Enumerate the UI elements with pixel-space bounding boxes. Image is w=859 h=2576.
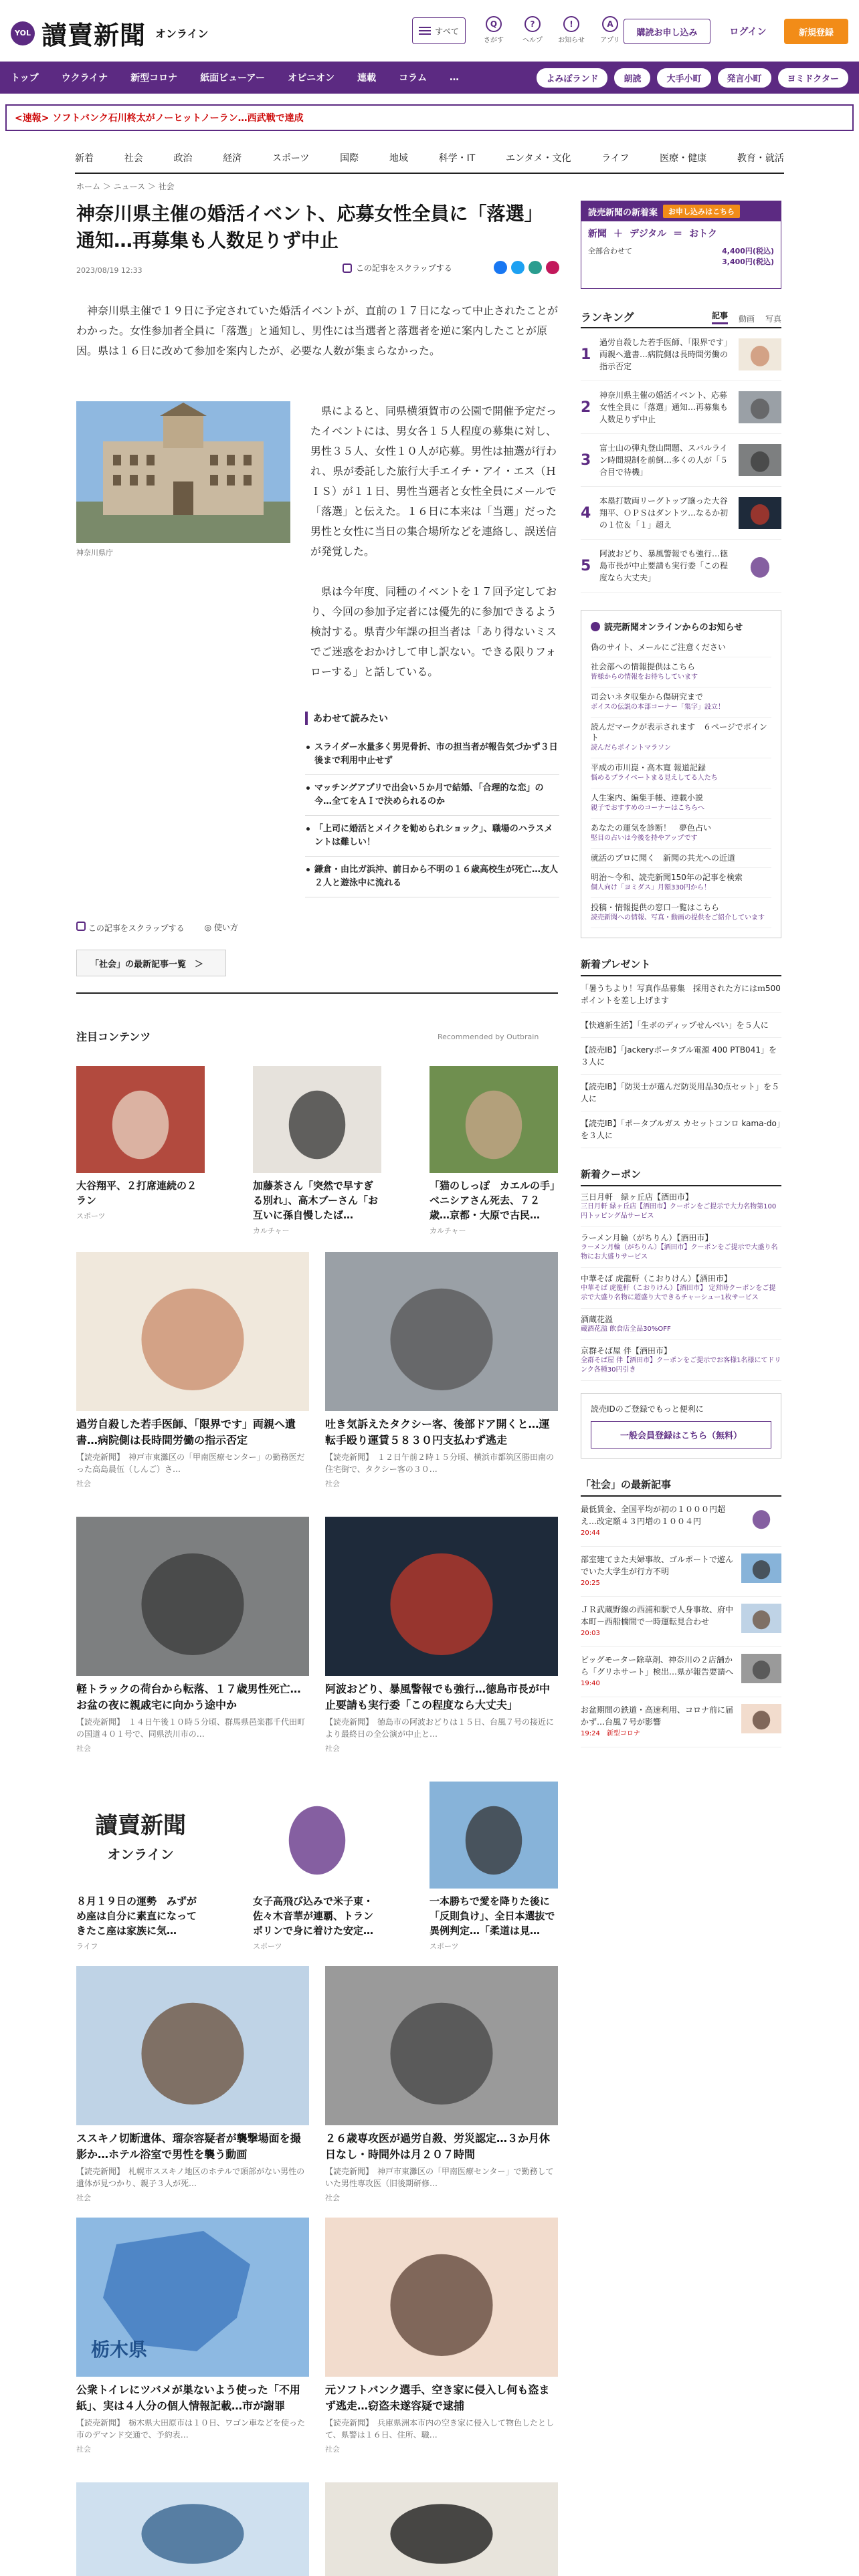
category-link[interactable]: 経済 [223, 153, 242, 164]
scrap-button[interactable] [343, 262, 452, 274]
card-category: スポーツ [253, 1942, 282, 1951]
content-card[interactable] [325, 1252, 558, 1489]
latest-item[interactable] [581, 1647, 781, 1697]
notice-box [581, 610, 781, 938]
content-card[interactable] [253, 1782, 381, 1951]
breadcrumb: ホーム ＞ ニュース ＞ 社会 [76, 182, 175, 191]
ranking-item[interactable] [581, 328, 781, 381]
register-free-button[interactable]: 一般会員登録はこちら（無料） [591, 1421, 771, 1448]
help-icon: ? [524, 16, 541, 32]
card-thumbnail[interactable] [325, 2482, 558, 2576]
ad-word: 新聞 [588, 229, 607, 239]
coupon-heading: 新着クーポン [581, 1167, 781, 1186]
content-card[interactable] [76, 2218, 309, 2454]
icon-label: アプリ [600, 37, 620, 44]
body-paragraph: 県によると、同県横須賀市の公園で開催予定だったイベントには、男女各１５人程度の募集に対し、男性３５人、女性１０人が応募。男性は抽選が行われ、県が委託した旅行大手エイチ・アイ・エス（ＨＩＳ）が１１日、男性当選者と女性全員にメールで「落選」と伝えた。１６日に本来は「当選」だった男性と女性に当日の集合場所などを連絡し、誤送信が発覚した。 [310, 405, 557, 558]
rank-title: 過労自殺した若手医師、「限界です」両親へ遺書…病院側は長時間労働の指示否定 [599, 338, 733, 371]
card-category: カルチャー [430, 1226, 466, 1235]
latest-item[interactable] [581, 1547, 781, 1597]
card-thumbnail[interactable] [325, 1252, 558, 1411]
menu-label: すべて [435, 26, 459, 36]
category-link[interactable]: スポーツ [272, 153, 310, 164]
app-button[interactable] [595, 16, 625, 44]
article-date: 2023/08/19 12:33 [76, 266, 142, 275]
content-card[interactable] [253, 1066, 381, 1236]
content-card[interactable] [76, 1517, 309, 1753]
notice-sub: 読んだらポイントマラソン [591, 744, 671, 752]
icon-label: お知らせ [558, 37, 585, 44]
notice-title: 平成の市川崑・高木寛 報道記録 [591, 763, 706, 772]
ranking-item[interactable] [581, 487, 781, 540]
latest-thumbnail [741, 1503, 781, 1533]
card-category: 社会 [76, 1744, 91, 1753]
notice-title: 就活のプロに聞く 新聞の共尤への近道 [591, 853, 736, 863]
latest-item[interactable] [581, 1497, 781, 1547]
related-link[interactable]: 鎌倉・由比ガ浜沖、前日から不明の１６歳高校生が死亡…友人２人と遊泳中に流れる [305, 857, 559, 897]
featured-heading: 注目コンテンツ [76, 1031, 151, 1043]
coupon-title: 三日月軒 緑ヶ丘店【酒田市】 [581, 1192, 694, 1202]
scrap-icon [343, 263, 352, 273]
article-photo[interactable] [76, 401, 290, 543]
category-link[interactable]: エンタメ・文化 [506, 153, 571, 164]
notice-item[interactable] [591, 868, 771, 898]
rank-thumbnail [739, 338, 781, 370]
ad-price: 3,400円(税込) [722, 257, 774, 266]
notice-item[interactable] [591, 819, 771, 849]
search-button[interactable] [479, 16, 508, 44]
content-card[interactable] [76, 1252, 309, 1489]
ranking-item[interactable] [581, 434, 781, 487]
latest-title [581, 1604, 736, 1640]
card-category: 社会 [76, 2193, 91, 2202]
notice-item[interactable] [591, 849, 771, 868]
latest-text: 部室建てまた夫婦事故、ゴルポートで遊んでいた大学生が行方不明 [581, 1555, 734, 1576]
yol-promo-card[interactable] [76, 1782, 205, 1951]
latest-item[interactable] [581, 1697, 781, 1747]
register-button[interactable]: 新規登録 [784, 19, 848, 44]
ranking-title: ランキング [581, 311, 634, 324]
card-title[interactable]: 大谷翔平、２打席連続の２ラン [76, 1180, 197, 1206]
content-card[interactable] [430, 1066, 558, 1236]
content-card[interactable] [325, 1517, 558, 1753]
tab-photos[interactable]: 写真 [765, 314, 781, 324]
ad-note: 全部合わせて [588, 247, 632, 255]
latest-time: 20:44 [581, 1529, 600, 1537]
nav-item[interactable]: コラム [399, 73, 427, 84]
card-thumbnail[interactable] [430, 1782, 558, 1889]
coupon-sub: 蔵酒花溢 飲食店全品30%OFF [581, 1325, 671, 1333]
notice-sub: 堅目の占いは今後を持やアップです [591, 835, 698, 842]
yol-promo-logo[interactable] [76, 1782, 205, 1889]
card-thumbnail[interactable] [430, 1066, 558, 1173]
latest-text: ＪＲ武蔵野線の西浦和駅で人身事故、府中本町－西船橋間で一時運転見合わせ [581, 1605, 734, 1626]
latest-thumbnail [741, 1654, 781, 1683]
card-title[interactable]: 公衆トイレにツバメが巣ないよう使った「不用紙」、実は４人分の個人情報記載…市が謝罪 [76, 2383, 300, 2412]
card-title[interactable]: 元ソフトバンク選手、空き家に侵入し何も盗まず逃走…窃盗未遂容疑で逮捕 [325, 2383, 550, 2412]
nav-pill[interactable]: ヨミドクター [778, 68, 848, 88]
latest-time: 19:24 新型コロナ [581, 1730, 640, 1737]
hamburger-icon [419, 27, 431, 35]
notice-sub: 親子でおすすめのコーナーはこちらへ [591, 804, 705, 812]
login-button[interactable]: ログイン [729, 27, 767, 37]
category-link[interactable]: 新着 [75, 153, 94, 164]
nav-item[interactable]: オピニオン [288, 73, 335, 84]
present-item[interactable]: 「暑うちより！写真作品募集 採用された方にはｍ500ポイントを差し上げます [581, 976, 781, 1013]
line-icon[interactable] [529, 261, 542, 274]
notice-title: 偽のサイト、メールにご注意ください [591, 643, 726, 652]
related-link[interactable]: マッチングアプリで出会い５か月で結婚、「合理的な恋」の今…全てをＡＩで決められるのか [305, 775, 559, 816]
latest-time: 20:03 [581, 1630, 600, 1637]
card-description: 【読売新聞】 神戸市東灘区の「甲南医療センター」の勤務医だった高島晨伍（しんご）さ… [76, 1453, 305, 1474]
card-thumbnail[interactable] [325, 1966, 558, 2125]
notice-item[interactable] [591, 687, 771, 718]
ad-price: 4,400円(税込) [722, 247, 774, 255]
card-title[interactable]: 加藤茶さん「突然で早すぎる別れ」、高木ブーさん「お互いに孫自慢したば… [253, 1180, 379, 1221]
card-thumbnail[interactable] [253, 1782, 381, 1889]
rank-title: 本塁打数両リーグトップ譲った大谷翔平、ＯＰＳはダントツ…なるか初の１位＆「１」超え [599, 496, 729, 530]
ranking-header [581, 309, 781, 328]
content-card[interactable] [325, 2482, 558, 2576]
icon-label: さがす [484, 37, 504, 44]
coupon-item[interactable] [581, 1227, 781, 1268]
main-nav [0, 62, 859, 94]
content-card[interactable] [76, 2482, 309, 2576]
rank-thumbnail [739, 497, 781, 529]
rank-thumbnail [739, 444, 781, 476]
related-articles [305, 712, 559, 897]
present-item[interactable]: 【読売IB】「Jackeryポータブル電源 400 PTB041」を３人に [581, 1038, 781, 1075]
howto-label: 使い方 [213, 923, 238, 932]
notice-sub: 皆様からの情報をお待ちしています [591, 673, 698, 681]
card-description: 【読売新聞】 １４日午後１０時５分頃、群馬県邑楽郡千代田町の国道４０１号で、同県渋川市の… [76, 1717, 306, 1739]
nav-pill[interactable]: 大手小町 [657, 68, 710, 88]
icon-label: ヘルプ [522, 37, 543, 44]
article-lead: 神奈川県主催で１９日に予定されていた婚活イベントが、直前の１７日になって中止されたことがわかった。女性参加者全員に「落選」と通知し、男性には当選者と落選者を逆に案内したことが原因。県は１６日に改めて参加を案内したが、必要な人数が集まらなかった。 [76, 304, 559, 357]
card-description: 【読売新聞】 神戸市東灘区の「甲南医療センター」で勤務していた男性専攻医（旧後期研修… [325, 2167, 554, 2188]
category-link[interactable]: 国際 [340, 153, 359, 164]
latest-thumbnail [741, 1553, 781, 1583]
coupon-title: 酒蔵花溢 [581, 1315, 613, 1324]
register-text: 読売IDのご登録でもっと便利に [591, 1404, 704, 1414]
present-heading: 新着プレゼント [581, 957, 781, 976]
card-thumbnail[interactable] [76, 1966, 309, 2125]
nav-item[interactable]: トップ [11, 73, 39, 84]
content-card[interactable] [325, 1966, 558, 2203]
latest-time: 19:40 [581, 1680, 600, 1687]
nav-pill[interactable]: よみぽランド [537, 68, 607, 88]
card-thumbnail[interactable] [76, 2482, 309, 2576]
notice-heading: 読売新聞オンラインからのお知らせ [604, 623, 743, 633]
menu-button[interactable] [412, 17, 466, 44]
divider [76, 992, 558, 994]
card-category: カルチャー [253, 1226, 290, 1235]
card-title[interactable]: 過労自殺した若手医師、「限界です」両親へ遺書…病院側は長時間労働の指示否定 [76, 1418, 296, 1446]
card-category: スポーツ [430, 1942, 459, 1951]
nav-item[interactable]: 連載 [357, 73, 377, 84]
card-category: 社会 [325, 1744, 340, 1753]
bell-icon: ! [563, 16, 579, 32]
notice-sub: 個人向け「ヨミダス」月額330円から！ [591, 884, 711, 891]
latest-time: 20:25 [581, 1580, 600, 1587]
latest-item[interactable] [581, 1597, 781, 1647]
coupon-title: ラーメン月輪（がちりん）【酒田市】 [581, 1233, 713, 1243]
header-icons [479, 16, 625, 44]
category-link[interactable]: 社会 [124, 153, 143, 164]
scrap-tool[interactable] [76, 922, 185, 934]
rank-number: 5 [581, 557, 591, 574]
rank-number: 4 [581, 504, 591, 522]
category-link[interactable]: 科学・IT [438, 153, 476, 164]
related-link[interactable]: スライダー水量多く男児骨折、市の担当者が報告気づかず３日後まで利用中止せず [305, 734, 559, 775]
content-card[interactable] [76, 1966, 309, 2203]
nav-item[interactable]: 新型コロナ [130, 73, 178, 84]
notice-item[interactable] [591, 718, 771, 758]
logo-text: 讀賣新聞 [41, 20, 147, 50]
related-link[interactable]: 「上司に婚活とメイクを勧められショック」、職場のハラスメントは難しい！ [305, 816, 559, 857]
card-thumbnail[interactable] [253, 1066, 381, 1173]
ranking-list [581, 328, 781, 593]
rank-title: 富士山の弾丸登山問題、スバルライン時間規制を前倒…多くの人が「５合目で待機」 [599, 443, 729, 477]
coupon-title: 中華そば 虎龍軒（こおりけん）【酒田市】 [581, 1274, 732, 1283]
notice-item[interactable] [591, 758, 771, 788]
rank-title: 阿波おどり、暴風警報でも強行…徳島市長が中止要請も実行委「この程度なら大丈夫」 [599, 549, 729, 582]
nav-pill[interactable]: 朗読 [614, 68, 650, 88]
notice-item[interactable] [591, 898, 771, 928]
rank-title: 神奈川県主催の婚活イベント、応募女性全員に「落選」通知…再募集も人数足りず中止 [599, 391, 729, 424]
card-thumbnail[interactable] [76, 1252, 309, 1411]
ad-title: 読売新聞の新着案 [588, 207, 658, 218]
rank-thumbnail [739, 550, 781, 582]
subscribe-button[interactable]: 購読お申し込み [624, 19, 710, 44]
coupon-item[interactable] [581, 1309, 781, 1340]
ad-word: デジタル [630, 229, 667, 239]
coupon-item[interactable] [581, 1186, 781, 1227]
category-nav [75, 143, 784, 174]
coupon-sub: ラーメン月輪（がちりん）【酒田市】クーポンをご提示で大盛り名物にお大盛りサービス [581, 1244, 778, 1261]
card-title[interactable]: 軽トラックの荷台から転落、１７歳男性死亡…お盆の夜に親戚宅に向かう途中か [76, 1683, 301, 1711]
category-link[interactable]: ライフ [601, 153, 630, 164]
card-category: 社会 [325, 2193, 340, 2202]
card-title[interactable]: ２６歳専攻医が過労自殺、労災認定…３か月休日なし・時間外は月２０７時間 [325, 2132, 551, 2161]
rank-thumbnail [739, 391, 781, 423]
card-thumbnail[interactable] [325, 1517, 558, 1676]
latest-text: お盆期間の鉄道・高速利用、コロナ前に届かず…台風７号が影響 [581, 1705, 734, 1727]
ad-tag: お申し込みはこちら [663, 205, 740, 218]
present-item[interactable]: 【読売IB】「ポータブルガス カセットコンロ kama-do」を３人に [581, 1111, 781, 1148]
ranking-item[interactable] [581, 540, 781, 593]
card-category: 社会 [325, 2445, 340, 2454]
howto-tool[interactable]: ◎ 使い方 [204, 923, 238, 932]
coupon-sub: 三日月軒 緑ヶ丘店【酒田市】クーポンをご提示で大力名物第100円トッピング品サービス [581, 1203, 777, 1220]
promo-logo-sub: オンライン [107, 1846, 174, 1862]
scrap-icon [76, 922, 86, 931]
notice-item[interactable] [591, 638, 771, 657]
mail-icon[interactable] [546, 261, 559, 274]
card-description: 【読売新聞】 札幌市ススキノ地区のホテルで頭部がない男性の遺体が見つかり、親子３人が死… [76, 2167, 305, 2188]
coupon-title: 京群そば屋 伴【酒田市】 [581, 1346, 672, 1356]
card-thumbnail[interactable] [76, 2218, 309, 2377]
rank-number: 3 [581, 451, 591, 469]
latest-thumbnail [741, 1604, 781, 1633]
facebook-icon[interactable] [494, 261, 507, 274]
rank-number: 1 [581, 346, 591, 363]
info-icon [591, 622, 600, 631]
scrap-label: この記事をスクラップする [356, 263, 452, 273]
article-title: 神奈川県主催の婚活イベント、応募女性全員に「落選」通知…再募集も人数足りず中止 [76, 203, 543, 251]
content-card[interactable] [430, 1782, 558, 1951]
content-card[interactable] [76, 1066, 205, 1221]
search-icon: Q [486, 16, 502, 32]
latest-title [581, 1704, 736, 1740]
latest-heading: 「社会」の最新記事 [581, 1477, 781, 1497]
card-category: 社会 [76, 2445, 91, 2454]
more-articles-button[interactable]: 「社会」の最新記事一覧 ＞ [76, 950, 226, 976]
photo-caption: 神奈川県庁 [76, 548, 113, 557]
promo-logo-text: 讀賣新聞 [95, 1812, 186, 1839]
related-heading: あわせて読みたい [305, 712, 559, 725]
notice-sub: 悩めるプライベートまる見えしてる人たち [591, 774, 718, 782]
body-paragraph: 県は今年度、同種のイベントを１７回予定しており、今回の参加予定者には優先的に参加できるよう検討する。県青少年課の担当者は「あり得ないミスでご迷惑をおかけして申し訳ない。できる限りフォローする」と話している。 [310, 585, 557, 678]
present-item[interactable]: 【読売IB】「防災士が選んだ防災用品30点セット」を５人に [581, 1075, 781, 1111]
article-tools [76, 922, 238, 934]
card-category: スポーツ [76, 1212, 106, 1220]
tab-videos[interactable]: 動画 [738, 314, 755, 324]
help-button[interactable] [518, 16, 547, 44]
nav-pill[interactable]: 発言小町 [718, 68, 771, 88]
breaking-news-bar[interactable]: <速報> ソフトバンク石川柊太がノーヒットノーラン…西武戦で達成 [5, 104, 854, 131]
sidebar [581, 201, 781, 1747]
notice-item[interactable] [591, 657, 771, 687]
card-thumbnail[interactable] [76, 1066, 205, 1173]
ranking-item[interactable] [581, 381, 781, 434]
outbrain-credit[interactable]: Recommended by Outbrain [438, 1033, 539, 1041]
coupon-item[interactable] [581, 1340, 781, 1381]
tab-articles[interactable]: 記事 [712, 310, 728, 324]
card-description: 【読売新聞】 栃木県大田原市は１０日、ワゴン車などを使った市のデマンド交通で、予約表… [76, 2418, 306, 2440]
site-header [0, 0, 859, 62]
card-category: 社会 [325, 1479, 340, 1488]
card-description: 【読売新聞】 １２日午前２時１５分頃、横浜市都筑区勝田南の住宅街で、タクシー客の３０… [325, 1453, 555, 1474]
latest-title [581, 1503, 736, 1539]
card-thumbnail[interactable] [325, 2218, 558, 2377]
card-title[interactable]: ８月１９日の運勢 みずがめ座は自分に素直になってきたこ座は家族に気… [76, 1895, 197, 1937]
notice-title: 明治～令和、読売新聞150年の記事を検索 [591, 873, 743, 882]
coupon-sub: 中華そば 虎龍軒（こおりけん）【酒田市】 定営時クーポンをご提示で大盛り名物に超盛り大できるチャーシュー1枚サービス [581, 1285, 776, 1301]
card-category: 社会 [76, 1479, 91, 1488]
article-body [310, 401, 558, 682]
category-link[interactable]: 教育・就活 [737, 153, 784, 164]
bell-button[interactable] [557, 16, 586, 44]
nav-item[interactable]: 紙面ビューアー [200, 73, 266, 84]
subscription-ad[interactable]: 読売新聞の新着案 お申し込みはこちら 新聞 ＋ デジタル ＝ おトク 全部合わせて 4,400円(税込) 3,400円(税込) [581, 201, 781, 289]
notice-item[interactable] [591, 788, 771, 819]
twitter-icon[interactable] [511, 261, 524, 274]
notice-sub: 読売新聞への情報、写真・動画の提供をご紹介しています [591, 914, 765, 922]
latest-text: 最低賃金、全国平均が初の１０００円超え…改定額４３円増の１００４円 [581, 1505, 726, 1526]
card-title[interactable]: 吐き気訴えたタクシー客、後部ドア開くと…運転手殴り運賃５８３０円支払わず逃走 [325, 1418, 550, 1446]
map-label: 栃木県 [91, 2339, 148, 2361]
present-item[interactable]: 【快適新生活】「生ボのディップせんべい」を５人に [581, 1013, 781, 1038]
share-buttons [494, 261, 559, 274]
card-description: 【読売新聞】 兵庫県洲本市内の空き家に侵入して物色したとして、県警は１６日、住所、職… [325, 2418, 555, 2440]
notice-title: 人生案内、編集手帳、連載小説 [591, 793, 704, 802]
notice-title: 読んだマークが表示されます ６ページでポイント [591, 722, 767, 742]
logo-sub: オンライン [155, 27, 209, 40]
site-logo[interactable] [11, 15, 209, 51]
register-box [581, 1393, 781, 1459]
card-title[interactable]: ススキノ切断遺体、瑠奈容疑者が襲撃場面を撮影か…ホテル浴室で男性を襲う動画 [76, 2132, 301, 2161]
card-thumbnail[interactable] [76, 1517, 309, 1676]
card-title[interactable]: 「猫のしっぽ カエルの手」ベニシアさん死去、７２歳…京都・大原で古民… [430, 1180, 555, 1221]
latest-title [581, 1654, 736, 1690]
app-icon: A [602, 16, 618, 32]
notice-title: 司会いネタ収集から傷研究まで [591, 692, 704, 702]
scrap-tool-label: この記事をスクラップする [88, 924, 185, 933]
category-link[interactable]: 医療・健康 [660, 153, 707, 164]
coupon-item[interactable] [581, 1268, 781, 1309]
ad-word: おトク [689, 229, 717, 239]
latest-text: ビッグモーター除草剤、神奈川の２店舗から「グリホサート」検出…県が報告要請へ [581, 1655, 734, 1677]
coupon-sub: 全群そば屋 伴【酒田市】クーポンをご提示でお客様1名様にてドリンク各種30円引き [581, 1357, 781, 1374]
card-title[interactable]: 一本勝ちで愛を降りた後に「反則負け」、全日本選抜で異例判定…「柔道は見… [430, 1895, 555, 1937]
latest-thumbnail [741, 1704, 781, 1733]
category-link[interactable]: 政治 [173, 153, 193, 164]
yol-badge: YOL [11, 21, 35, 45]
content-card[interactable] [325, 2218, 558, 2454]
rank-number: 2 [581, 399, 591, 416]
notice-title: 社会部への情報提供はこちら [591, 662, 696, 671]
notice-sub: ボイスの伝説の本部コーナー「集字」設立！ [591, 704, 725, 711]
card-category: ライフ [76, 1942, 98, 1951]
nav-item[interactable]: … [449, 72, 459, 83]
notice-title: 投稿・情報提供の窓口一覧はこちら [591, 903, 720, 912]
nav-item[interactable]: ウクライナ [61, 73, 108, 84]
latest-title [581, 1553, 736, 1590]
card-title[interactable]: 女子高飛び込みで米子東・佐々木音華が連覇、トランポリンで身に着けた安定… [253, 1895, 374, 1937]
card-title[interactable]: 阿波おどり、暴風警報でも強行…徳島市長が中止要請も実行委「この程度なら大丈夫」 [325, 1683, 551, 1711]
notice-title: あなたの運気を診断！ 夢色占い [591, 823, 712, 833]
card-description: 【読売新聞】 徳島市の阿波おどりは１５日、台風７号の接近により最終日の全公演が中止と… [325, 1717, 555, 1739]
category-link[interactable]: 地域 [389, 153, 408, 164]
